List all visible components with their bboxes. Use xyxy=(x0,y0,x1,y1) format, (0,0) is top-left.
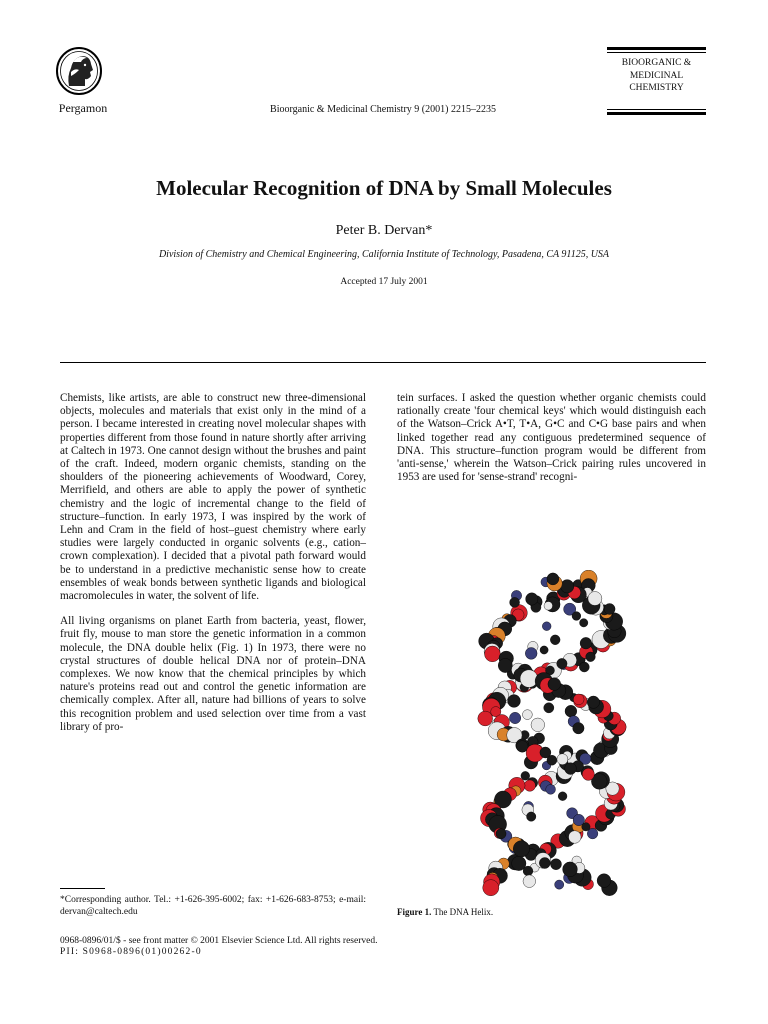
helix-atom xyxy=(580,637,592,649)
helix-atom xyxy=(573,694,584,705)
helix-atom xyxy=(525,648,537,660)
helix-atom xyxy=(573,723,584,734)
copyright-line: 0968-0896/01/$ - see front matter © 2001 Elsevier Science Ltd. All rights reserved. xyxy=(60,936,378,946)
body-column-left xyxy=(60,392,366,734)
helix-atom xyxy=(508,695,521,708)
helix-atom xyxy=(539,858,550,869)
helix-atom xyxy=(544,703,554,713)
helix-atom xyxy=(485,646,501,662)
helix-atom xyxy=(604,604,615,615)
helix-atom xyxy=(498,658,512,672)
publisher-name: Pergamon xyxy=(58,101,108,115)
helix-atom xyxy=(509,712,520,723)
helix-atom xyxy=(546,785,556,795)
author-affiliation: Division of Chemistry and Chemical Engineering, California Institute of Technology, Pasadena, CA 91125, USA xyxy=(158,249,610,260)
body-column-right xyxy=(397,392,706,484)
helix-atom xyxy=(561,580,574,593)
footnote-rule xyxy=(60,888,105,889)
helix-atom xyxy=(542,622,551,631)
helix-atom xyxy=(510,597,520,607)
journal-name-line: CHEMISTRY xyxy=(629,83,684,93)
helix-atom xyxy=(547,573,559,585)
helix-atom xyxy=(588,592,602,606)
helix-atom xyxy=(478,711,493,726)
helix-atom xyxy=(550,635,560,645)
helix-atom xyxy=(526,593,538,605)
helix-atom xyxy=(540,646,548,654)
body-paragraph: tein surfaces. I asked the question whether organic chemists could rationally create 'four chemical keys' which would distinguish each of the Watson–Crick A•T, T•A, G•C and C•G base pairs and when linked together read any contiguous predetermined sequence of DNA. This structure–function program would be different from 'anti-sense,' wherein the Watson–Crick pairing rules uncovered in 1953 are used for 'sense-strand' recogni- xyxy=(397,392,706,484)
journal-name xyxy=(607,57,706,95)
helix-atom xyxy=(557,754,568,765)
pergamon-logo-icon xyxy=(55,46,103,98)
helix-atom xyxy=(521,771,530,780)
helix-atom xyxy=(557,658,567,668)
figure-label: Figure 1. xyxy=(397,907,432,917)
helix-atom xyxy=(524,780,535,791)
helix-atom xyxy=(555,880,564,889)
helix-atom xyxy=(558,792,567,801)
figure-caption xyxy=(397,907,493,917)
body-paragraph: All living organisms on planet Earth from bacteria, yeast, flower, fruit fly, mouse to man store the genetic information in a common molecule, the DNA double helix (Fig. 1) In 1973, there were no crystal structures of double helical DNA nor of protein–DNA complexes. We now know that the chemical principles by which nature's proteins read out and control the genetic information are chemically complex. After all, nature had billions of years to solve this recognition problem and used selection over time from a vast library of pro- xyxy=(60,615,366,733)
helix-atom xyxy=(572,612,581,621)
helix-atom xyxy=(587,828,598,839)
helix-atom xyxy=(523,866,533,876)
helix-atom xyxy=(580,619,588,627)
journal-masthead xyxy=(607,47,706,115)
helix-atom xyxy=(597,874,611,888)
helix-atom xyxy=(496,829,506,839)
dna-helix-figure xyxy=(453,570,653,900)
accepted-date: Accepted 17 July 2001 xyxy=(340,277,428,287)
helix-atom xyxy=(587,696,599,708)
helix-atom xyxy=(569,831,582,844)
pii-line: PII: S0968-0896(01)00262-0 xyxy=(60,947,202,957)
body-paragraph: Chemists, like artists, are able to construct new three-dimensional objects, molecules and materials that exist only in the mind of a person. I became interested in creating novel molecular shapes with properties different from those found in nature shortly after arriving at Caltech in 1973. One cannot design without the brushes and paint of the craft. Indeed, modern organic chemists, standing on the shoulders of the pioneering achievements of Woodward, Corey, Merrifield, and others are able to apply the power of synthetic chemistry and the logic of incremental change to the field of structure–function. In early 1973, I was inspired by the work of Lehn and Cram in the field of host–guest chemistry where early studies were largely conducted in organic solvents (e.g., cation–crown complexation). I decided that a pivotal path forward would be to understand in a predictive mechanistic sense how to create ensembles of weak bonds between synthetic ligands and biological macromolecules in water, the solvent of life. xyxy=(60,392,366,603)
helix-atom xyxy=(586,652,596,662)
helix-atom xyxy=(483,880,499,896)
header-divider xyxy=(60,362,706,363)
helix-atom xyxy=(563,862,578,877)
corresponding-author-footnote: *Corresponding author. Tel.: +1-626-395-6002; fax: +1-626-683-8753; e-mail: dervan@caltech.edu xyxy=(60,895,366,917)
helix-atom xyxy=(540,747,551,758)
helix-atom xyxy=(513,841,529,857)
helix-atom xyxy=(520,670,538,688)
helix-atom xyxy=(527,812,536,821)
journal-citation: Bioorganic & Medicinal Chemistry 9 (2001) 2215–2235 xyxy=(270,104,496,115)
article-author: Peter B. Dervan* xyxy=(335,223,433,238)
helix-atom xyxy=(523,875,536,888)
figure-caption-text: The DNA Helix. xyxy=(433,907,494,917)
helix-atom xyxy=(531,718,545,732)
helix-atom xyxy=(523,710,533,720)
journal-name-line: MEDICINAL xyxy=(629,70,684,81)
helix-atom xyxy=(579,662,589,672)
helix-atom xyxy=(565,705,577,717)
helix-atom xyxy=(548,678,561,691)
helix-atom xyxy=(582,768,594,780)
article-title: Molecular Recognition of DNA by Small Molecules xyxy=(156,176,612,200)
journal-name-line: BIOORGANIC & xyxy=(621,58,692,68)
helix-atom xyxy=(544,602,553,611)
helix-atom xyxy=(565,763,577,775)
helix-atom xyxy=(551,859,562,870)
